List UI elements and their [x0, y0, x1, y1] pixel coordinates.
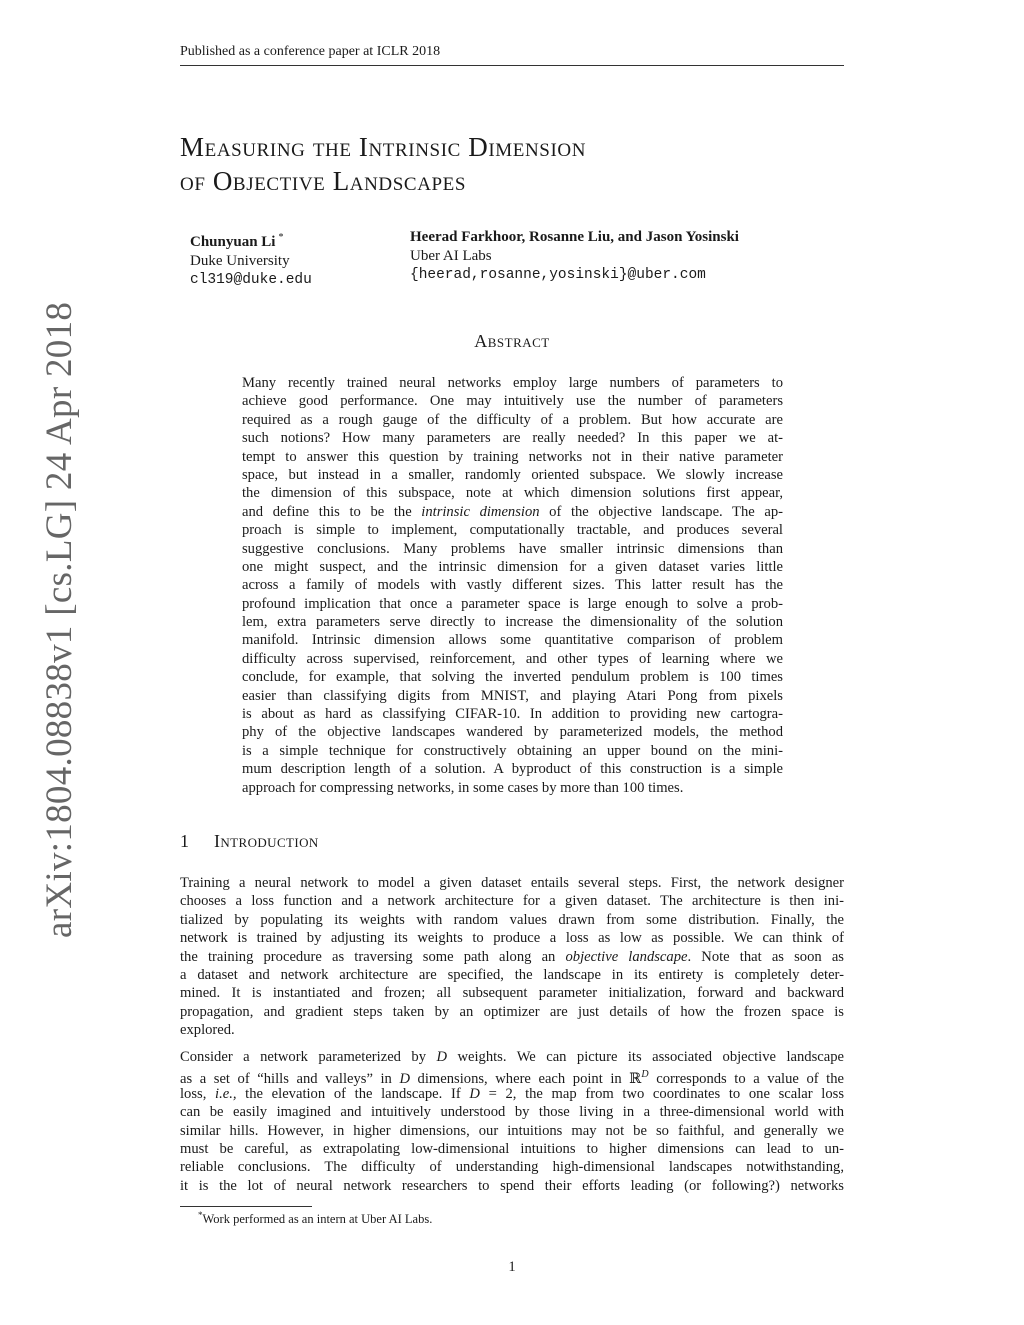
text-line: Consider a network parameterized by D weights. We can picture its associated objective landscape — [180, 1049, 844, 1065]
text-line: and define this to be the intrinsic dimension of the objective landscape. The ap- — [242, 503, 783, 520]
text-line: mined. It is instantiated and frozen; all subsequent parameter initialization, forward and backward — [180, 985, 844, 1002]
footnote-rule — [180, 1206, 312, 1207]
author-name: Heerad Farkhoor, Rosanne Liu, and Jason Yosinski — [410, 229, 739, 245]
text-line: it is the lot of neural network researchers to spend their efforts leading (or following?) networks — [180, 1177, 844, 1194]
text-line: Training a neural network to model a given dataset entails several steps. First, the network designer — [180, 875, 844, 891]
text-line: can be easily imagined and intuitively understood by those living in a three-dimensional world with — [180, 1104, 844, 1121]
author-block-1 — [190, 228, 312, 290]
title-line-1: Measuring the Intrinsic Dimension — [180, 132, 587, 162]
text-line: chooses a loss function and a network architecture for a given dataset. The architecture is then ini- — [180, 893, 844, 910]
paper-title — [180, 130, 586, 198]
section-title: Introduction — [214, 831, 319, 851]
text-line: as a set of “hills and valleys” in D dimensions, where each point in ℝ$^D$ corresponds to a value of the — [180, 1069, 845, 1088]
title-line-2: of Objective Landscapes — [180, 166, 467, 196]
arxiv-stamp: arXiv:1804.08838v1 [cs.LG] 24 Apr 2018 — [39, 301, 80, 938]
text-line: manifold. Intrinsic dimension allows some quantitative comparison of problem — [242, 632, 783, 649]
text-line: the training procedure as traversing some path along an objective landscape. Note that as soon as — [180, 948, 844, 965]
text-line: tialized by populating its weights with random values drawn from some distribution. Finally, the — [180, 911, 844, 928]
text-line: space, but instead in a smaller, randomly oriented subspace. We slowly increase — [242, 466, 783, 483]
footnote — [198, 1210, 432, 1227]
text-line: network is trained by adjusting its weights to produce a loss as low as possible. We can think of — [180, 930, 844, 947]
text-line: must be careful, as extrapolating low-dimensional intuitions to higher dimensions can lead to un- — [180, 1140, 844, 1157]
text-line: loss, i.e., the elevation of the landscape. If D = 2, the map from two coordinates to one scalar loss — [180, 1085, 844, 1102]
text-line: a dataset and network architecture are specified, the landscape in its entirety is completely deter- — [180, 966, 844, 983]
text-line: propagation, and gradient steps taken by an optimizer are just details of how the frozen space is — [180, 1003, 844, 1020]
page-number: 1 — [508, 1259, 516, 1275]
author-footnote-marker: * — [278, 232, 284, 243]
text-line: tempt to answer this question by training networks not in their native parameter — [242, 448, 783, 465]
text-line: easier than classifying digits from MNIST, and playing Atari Pong from pixels — [242, 687, 783, 704]
text-line: suggestive conclusions. Many problems have smaller intrinsic dimensions than — [242, 540, 783, 557]
text-line: similar hills. However, in higher dimensions, our intuitions may not be so faithful, and generally we — [180, 1122, 844, 1139]
author-name: Chunyuan Li — [190, 234, 276, 250]
text-line: one might suspect, and the intrinsic dimension for a given dataset varies little — [242, 558, 783, 575]
text-line: is a simple technique for constructively obtaining an upper bound on the mini- — [242, 742, 783, 759]
text-line: required as a rough gauge of the difficulty of a problem. But how accurate are — [242, 411, 783, 428]
text-line: Many recently trained neural networks employ large numbers of parameters to — [242, 375, 783, 391]
abstract-heading: Abstract — [474, 331, 550, 351]
text-line: phy of the objective landscapes wandered by parameterized models, the method — [242, 724, 783, 741]
author-email: cl319@duke.edu — [190, 272, 312, 288]
footnote-marker: * — [198, 1210, 203, 1220]
text-line: reliable conclusions. The difficulty of understanding high-dimensional landscapes notwithstanding, — [180, 1159, 844, 1176]
text-line: difficulty across supervised, reinforcement, and other types of learning where we — [242, 650, 783, 667]
author-affiliation: Uber AI Labs — [410, 248, 492, 264]
section-number: 1 — [180, 831, 190, 851]
intro-paragraph-1 — [180, 874, 844, 1040]
author-block-2 — [410, 228, 739, 285]
text-line: is about as hard as classifying CIFAR-10. In addition to providing new cartogra- — [242, 706, 783, 723]
text-line: achieve good performance. One may intuitively use the number of parameters — [242, 393, 783, 410]
text-line: conclude, for example, that solving the inverted pendulum problem is 100 times — [242, 669, 783, 686]
footnote-text: Work performed as an intern at Uber AI Labs. — [202, 1212, 433, 1227]
text-line: the dimension of this subspace, note at which dimension solutions first appear, — [242, 485, 783, 502]
text-line: approach for compressing networks, in some cases by more than 100 times. — [242, 779, 684, 796]
text-line: such notions? How many parameters are really needed? In this paper we at- — [242, 430, 783, 447]
text-line: lem, extra parameters serve directly to increase the dimensionality of the solution — [242, 614, 783, 631]
text-line: mum description length of a solution. A byproduct of this construction is a simple — [242, 761, 783, 778]
text-line: profound implication that once a parameter space is large enough to solve a prob- — [242, 595, 783, 612]
intro-paragraph-2 — [180, 1048, 844, 1195]
abstract-body — [242, 374, 783, 797]
header-rule — [180, 65, 844, 66]
author-email: {heerad,rosanne,yosinski}@uber.com — [410, 267, 706, 283]
author-affiliation: Duke University — [190, 253, 290, 269]
text-line: explored. — [180, 1022, 235, 1039]
text-line: proach is simple to implement, computationally tractable, and produces several — [242, 522, 783, 539]
text-line: across a family of models with vastly different sizes. This latter result has the — [242, 577, 783, 594]
running-header: Published as a conference paper at ICLR 2018 — [180, 44, 441, 59]
section-heading — [180, 831, 319, 852]
